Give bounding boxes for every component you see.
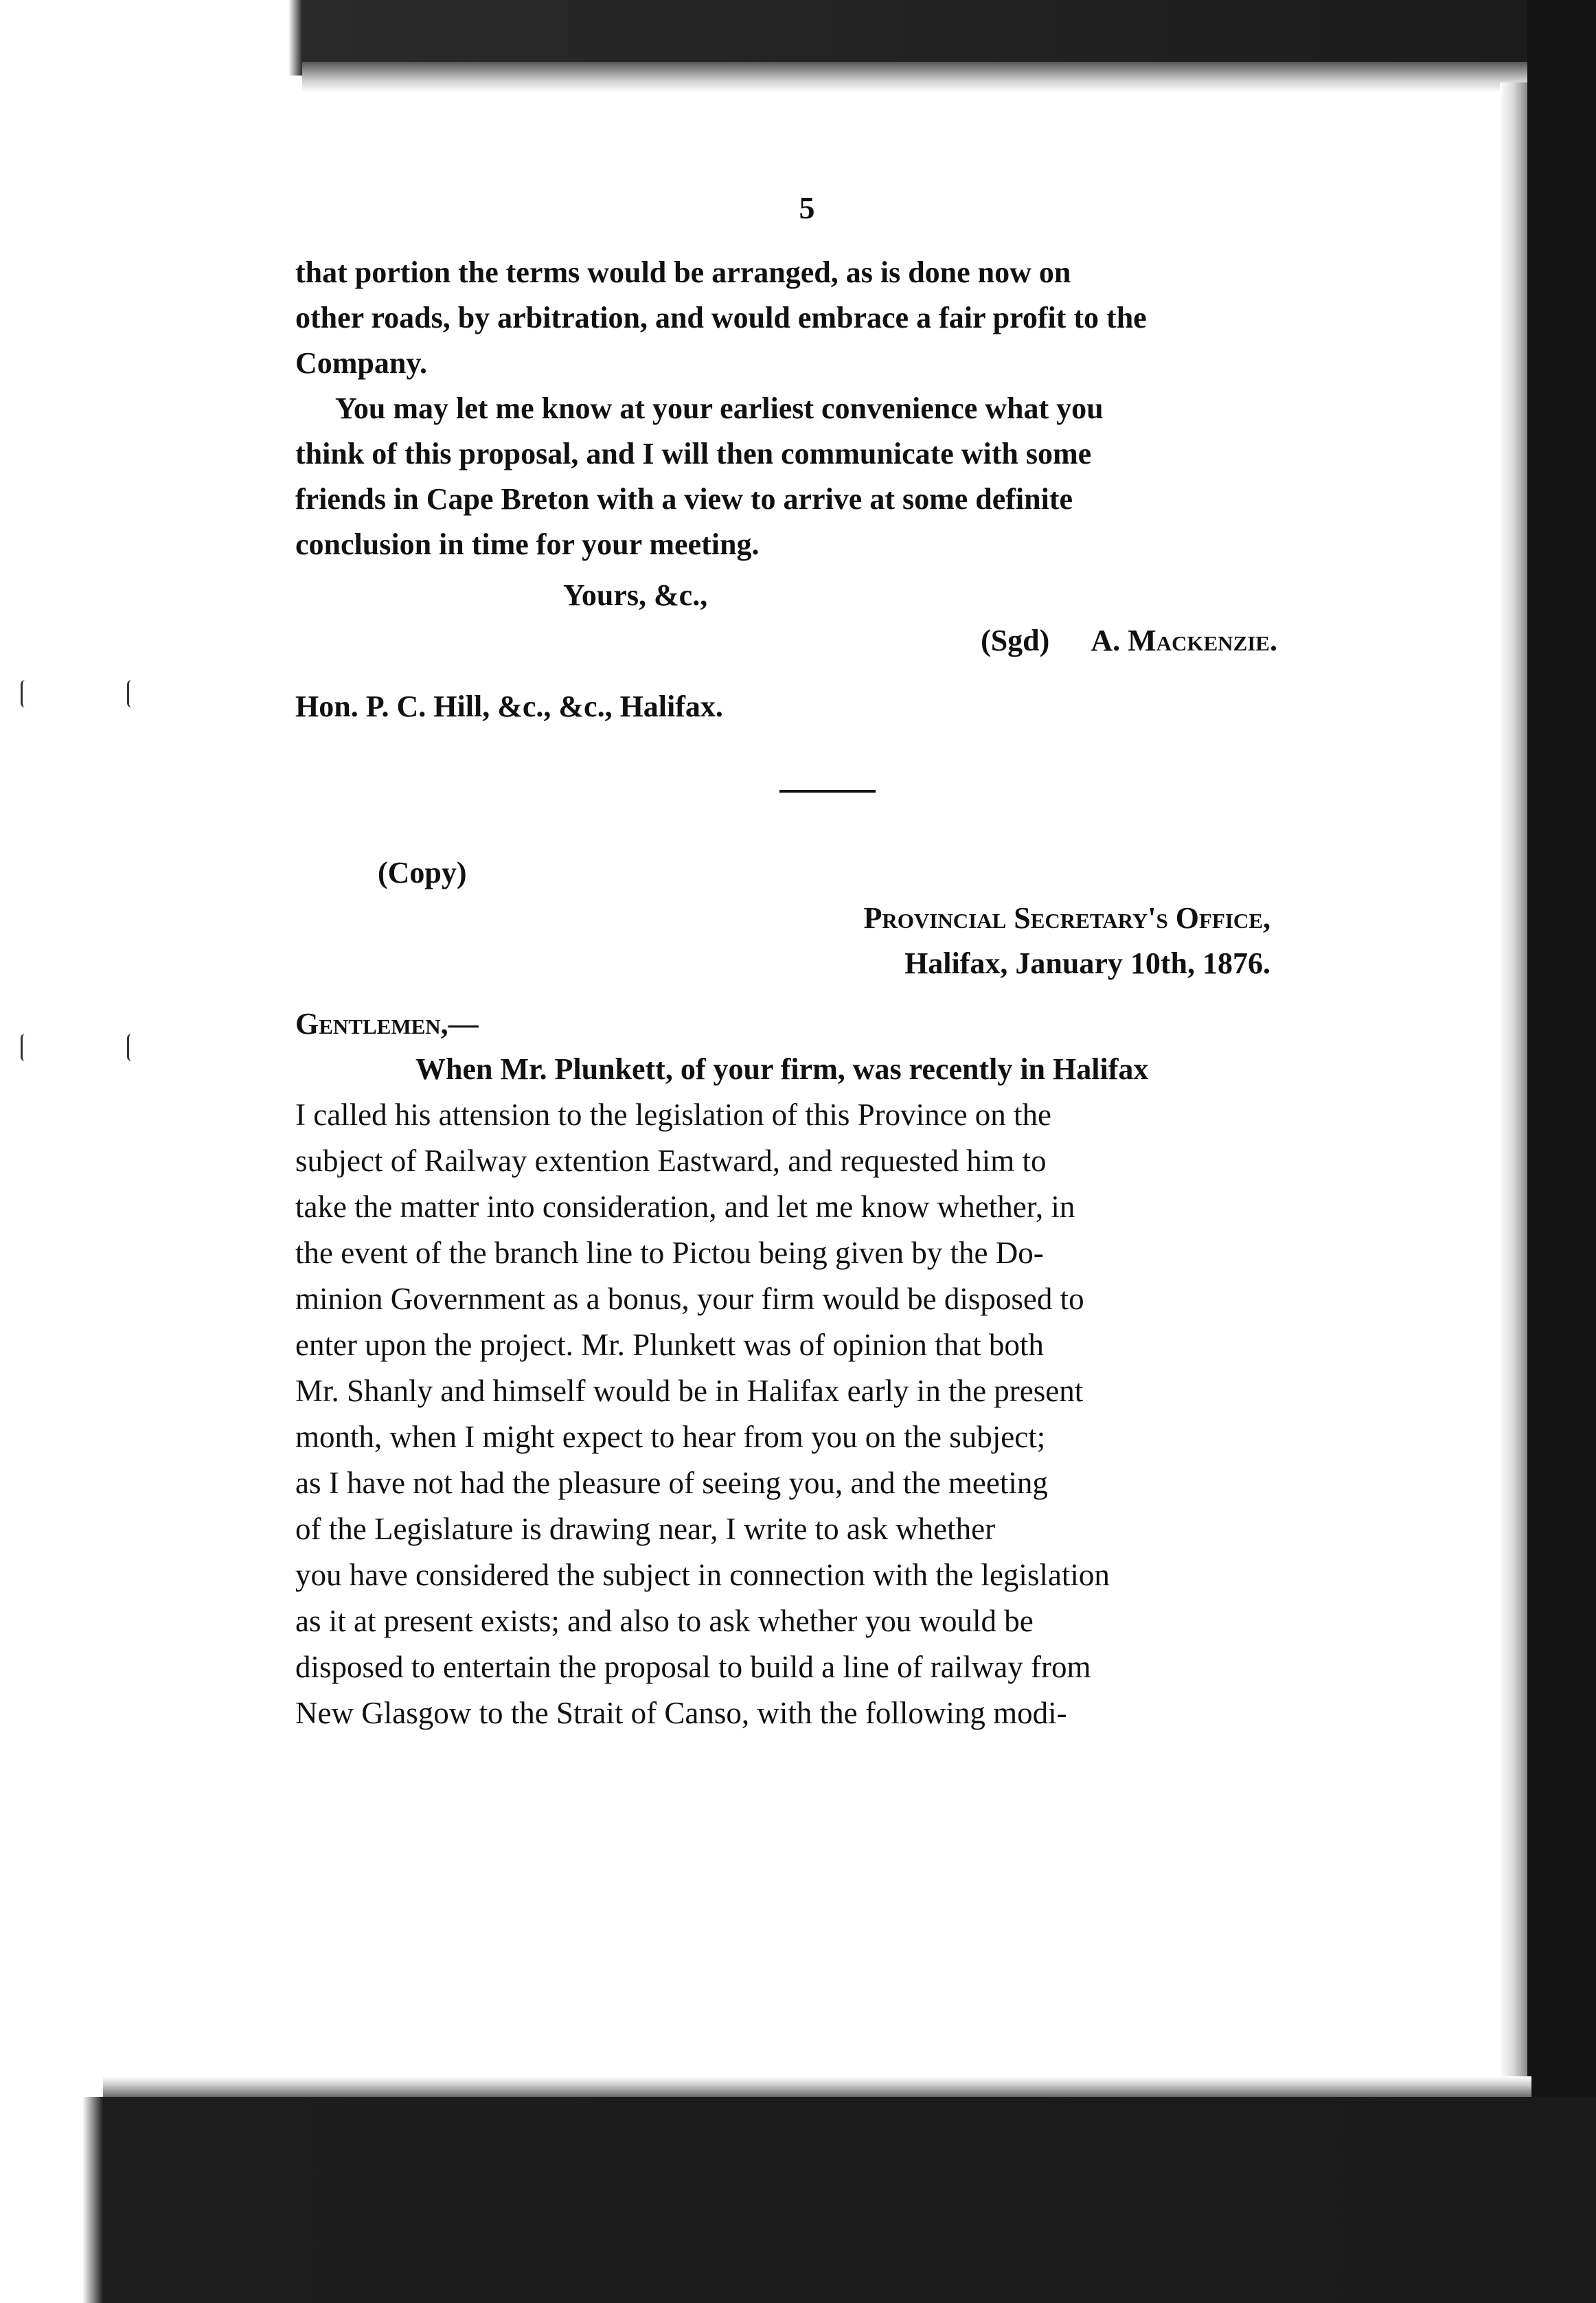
text-line: disposed to entertain the proposal to build a line of railway from xyxy=(295,1650,1091,1684)
text-line: Company. xyxy=(295,346,427,380)
text-line: friends in Cape Breton with a view to arrive at some definite xyxy=(295,482,1073,516)
second-paragraph xyxy=(295,386,1305,567)
text-line: the event of the branch line to Pictou being given by the Do- xyxy=(295,1236,1044,1270)
text-line: take the matter into consideration, and let me know whether, in xyxy=(295,1190,1075,1224)
top-paragraph xyxy=(295,250,1305,386)
margin-mark xyxy=(127,1034,136,1061)
scan-shadow-top xyxy=(302,62,1559,93)
text-line: minion Government as a bonus, your firm would be disposed to xyxy=(295,1282,1084,1316)
signature-marker: (Sgd) xyxy=(981,624,1050,657)
scan-shadow-right xyxy=(1500,82,1527,2129)
page-number: 5 xyxy=(799,190,815,225)
signature xyxy=(295,618,1305,663)
salutation: Gentlemen,— xyxy=(295,1007,479,1041)
text-line: When Mr. Plunkett, of your firm, was recently in Halifax xyxy=(415,1052,1149,1086)
text-line: as it at present exists; and also to ask whether you would be xyxy=(295,1604,1034,1638)
text-line: think of this proposal, and I will then communicate with some xyxy=(295,437,1092,470)
text-line: enter upon the project. Mr. Plunkett was of opinion that both xyxy=(295,1328,1044,1362)
closing: Yours, &c., xyxy=(563,578,708,612)
text-line: New Glasgow to the Strait of Canso, with the following modi- xyxy=(295,1696,1067,1730)
addressee: Hon. P. C. Hill, &c., &c., Halifax. xyxy=(295,690,723,723)
text-line: month, when I might expect to hear from you on the subject; xyxy=(295,1420,1046,1454)
scan-border-right xyxy=(1527,0,1596,2303)
text-line: Mr. Shanly and himself would be in Halifax early in the present xyxy=(295,1374,1084,1408)
document-page xyxy=(295,185,1305,1736)
text-line: subject of Railway extention Eastward, and requested him to xyxy=(295,1144,1047,1178)
text-line: as I have not had the pleasure of seeing you, and the meeting xyxy=(295,1466,1048,1500)
signature-name: A. Mackenzie. xyxy=(1091,624,1277,657)
scan-border-bottom xyxy=(0,2097,1596,2303)
text-line: that portion the terms would be arranged, as is done now on xyxy=(295,256,1071,289)
text-line: I called his attension to the legislation of this Province on the xyxy=(295,1098,1052,1132)
text-line: You may let me know at your earliest convenience what you xyxy=(335,392,1104,425)
office-date: Halifax, January 10th, 1876. xyxy=(904,946,1270,980)
margin-mark xyxy=(21,680,30,707)
letter-body xyxy=(295,1047,1305,1736)
office-heading: Provincial Secretary's Office, xyxy=(863,901,1270,935)
text-line: other roads, by arbitration, and would embrace a fair profit to the xyxy=(295,301,1147,334)
text-line: conclusion in time for your meeting. xyxy=(295,527,760,561)
margin-mark xyxy=(21,1034,30,1061)
scan-shadow-bottom xyxy=(103,2076,1531,2097)
copy-label: (Copy) xyxy=(378,856,467,889)
text-line: of the Legislature is drawing near, I write to ask whether xyxy=(295,1512,996,1546)
margin-mark xyxy=(127,680,136,707)
section-divider xyxy=(779,790,876,793)
text-line: you have considered the subject in connection with the legislation xyxy=(295,1558,1110,1592)
